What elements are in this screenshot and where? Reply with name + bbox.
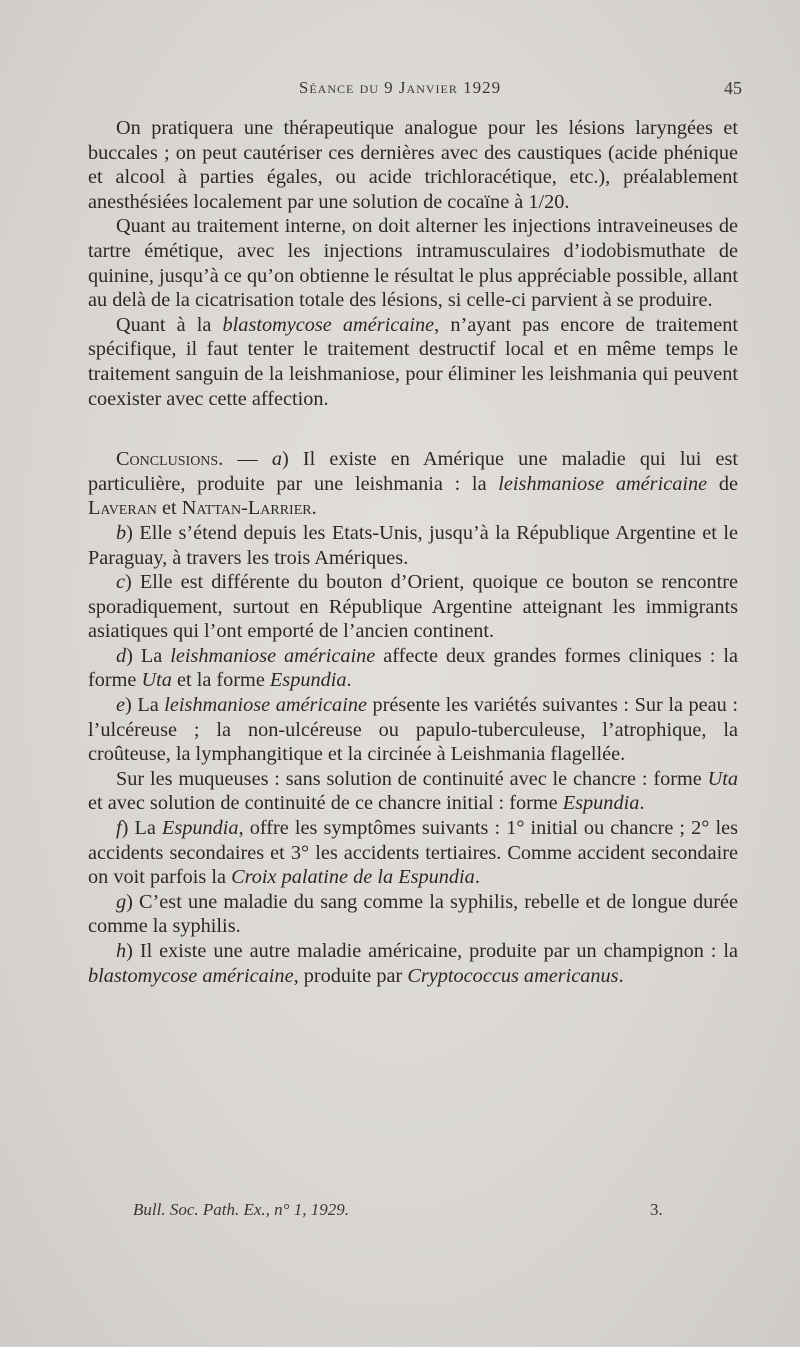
paragraph-internal-treatment: Quant au traitement interne, on doit alterner les injections intraveineuses de tartre émétique, avec les injections intramusculaires d’iodobismuthate de quinine, jusqu’à ce qu’on obtienne le résultat le plus appréciable possible, allant au delà de la cicatrisation totale des lésions, si celle-ci parvient à se produire. <box>88 215 738 312</box>
page-header <box>0 74 800 104</box>
conclusion-g: g) C’est une maladie du sang comme la syphilis, rebelle et de longue durée comme la syphilis. <box>88 890 738 938</box>
conclusion-a: Conclusions. — a) Il existe en Amérique une maladie qui lui est particulière, produite par une leishmania : la leishmaniose américaine de Laveran et Nattan-Larrier. <box>88 448 738 520</box>
conclusion-b: b) Elle s’étend depuis les Etats-Unis, jusqu’à la République Argentine et le Paraguay, à travers les trois Amériques. <box>88 521 738 569</box>
paragraph-blastomycosis: Quant à la blastomycose américaine, n’ayant pas encore de traitement spécifique, il faut tenter le traitement destructif local et en même temps le traitement sanguin de la leishmaniose, pour éliminer les leishmania qui peuvent coexister avec cette affection. <box>88 313 739 410</box>
conclusions-heading: Conclusions <box>116 448 219 471</box>
page-footer <box>0 1200 800 1230</box>
conclusion-c: c) Elle est différente du bouton d’Orient, quoique ce bouton se rencontre sporadiquement, surtout en République Argentine atteignant les immigrants asiatiques qui l’ont emporté de l’ancien continent. <box>88 571 738 643</box>
conclusion-e-mucosa: Sur les muqueuses : sans solution de continuité avec le chancre : forme Uta et avec solution de continuité de ce chancre initial : forme Espundia. <box>88 767 738 815</box>
bulletin-citation: Bull. Soc. Path. Ex., n° 1, 1929. <box>133 1200 349 1219</box>
page-number: 45 <box>724 78 742 98</box>
conclusion-e: e) La leishmaniose américaine présente les variétés suivantes : Sur la peau : l’ulcéreuse ; la non-ulcéreuse ou papulo-tuberculeuse, l’atrophique, la croûteuse, la lymphangitique et la circinée à Leishmania flagellée. <box>88 694 738 766</box>
signature-mark: 3. <box>650 1200 663 1219</box>
paragraph-therapy: On pratiquera une thérapeutique analogue pour les lésions laryngées et buccales ; on peut cautériser ces dernières avec des caustiques (acide phénique et alcool à parties égales, ou acide trichloracétique, etc.), préalablement anesthésiées localement par une solution de cocaïne à 1/20. <box>88 117 738 213</box>
conclusion-f: f) La Espundia, offre les symptômes suivants : 1° initial ou chancre ; 2° les accidents secondaires et 3° les accidents tertiaires. Comme accident secondaire on voit parfois la Croix palatine de la Espundia. <box>88 817 738 889</box>
running-head: Séance du 9 Janvier 1929 <box>298 78 502 97</box>
conclusion-h: h) Il existe une autre maladie américaine, produite par un champignon : la blastomycose américaine, produite par Cryptococcus americanus. <box>88 940 738 987</box>
body-text <box>88 116 738 988</box>
conclusion-d: d) La leishmaniose américaine affecte deux grandes formes cliniques : la forme Uta et la forme Espundia. <box>88 644 738 692</box>
